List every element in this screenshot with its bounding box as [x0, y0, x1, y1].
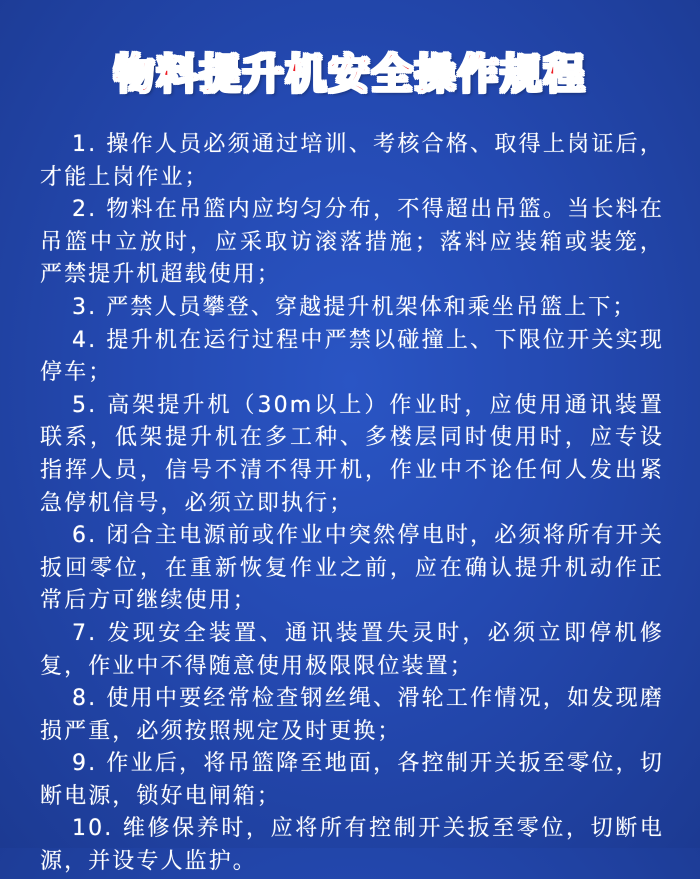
rules-list: [40, 129, 664, 879]
rule-item-5: 5. 高架提升机（30m以上）作业时，应使用通讯装置联系，低架提升机在多工种、多楼层同时使用时，应专设指挥人员，信号不清不得开机，作业中不论任何人发出紧急停机信号，必须立即执行；: [40, 392, 664, 516]
rule-item-9: 9. 作业后，将吊篮降至地面，各控制开关扳至零位，切断电源，锁好电闸箱；: [40, 751, 664, 809]
rule-item-8: 8. 使用中要经常检查钢丝绳、滑轮工作情况，如发现磨损严重，必须按照规定及时更换；: [40, 686, 664, 744]
rule-item-10: 10. 维修保养时，应将所有控制开关扳至零位，切断电源，并设专人监护。: [40, 816, 664, 875]
rule-item-3: 3. 严禁人员攀登、穿越提升机架体和乘坐吊篮上下；: [72, 294, 637, 320]
rule-item-1: 1. 操作人员必须通过培训、考核合格、取得上岗证后，才能上岗作业；: [40, 132, 664, 190]
rule-item-2: 2. 物料在吊篮内应均匀分布，不得超出吊篮。当长料在吊篮中立放时，应采取访滚落措施；落料应装箱或装笼，严禁提升机超载使用；: [40, 197, 664, 288]
rule-item-6: 6. 闭合主电源前或作业中突然停电时，必须将所有开关扳回零位，在重新恢复作业之前，应在确认提升机动作正常后方可继续使用；: [40, 523, 664, 614]
rule-item-4: 4. 提升机在运行过程中严禁以碰撞上、下限位开关实现停车；: [40, 327, 664, 386]
page-title: 物料提升机安全操作规程: [113, 50, 587, 98]
rule-item-7: 7. 发现安全装置、通讯装置失灵时，必须立即停机修复，作业中不得随意使用极限限位装置；: [40, 620, 664, 679]
